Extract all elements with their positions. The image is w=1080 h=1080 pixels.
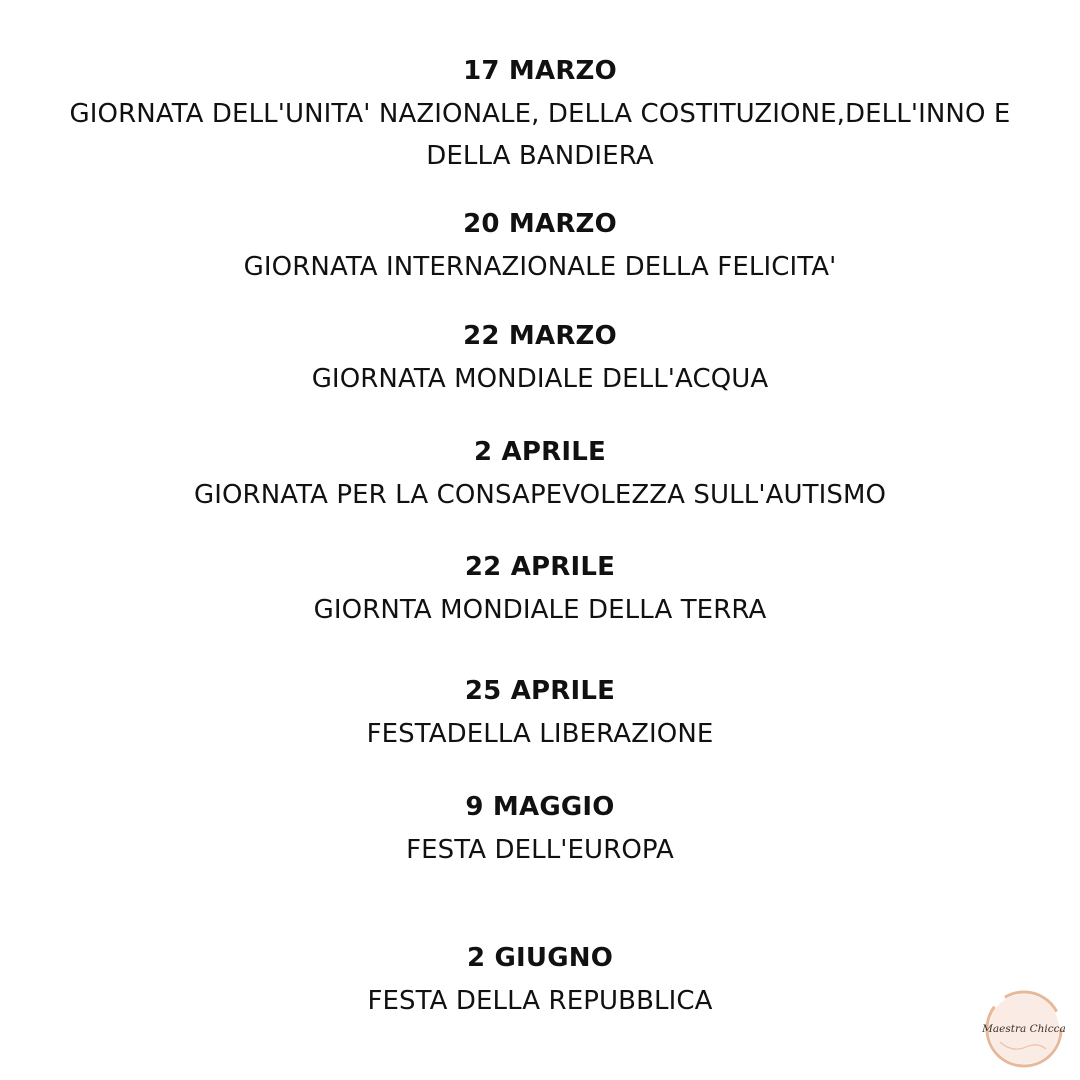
entry-22-aprile bbox=[0, 552, 1080, 631]
entry-date: 9 MAGGIO bbox=[465, 792, 615, 822]
maestra-chicca-logo bbox=[982, 987, 1066, 1071]
logo-text: Maestra Chicca bbox=[982, 1023, 1066, 1035]
entry-2-aprile bbox=[0, 437, 1080, 516]
entry-17-marzo bbox=[0, 56, 1080, 177]
entry-date: 20 MARZO bbox=[463, 209, 617, 239]
entry-title: FESTA DELLA REPUBBLICA bbox=[367, 986, 713, 1016]
entry-title: GIORNTA MONDIALE DELLA TERRA bbox=[313, 595, 767, 625]
entry-date: 22 MARZO bbox=[463, 321, 617, 351]
entry-title: GIORNATA MONDIALE DELL'ACQUA bbox=[311, 364, 769, 394]
logo-icon bbox=[982, 987, 1066, 1071]
entry-title: GIORNATA PER LA CONSAPEVOLEZZA SULL'AUTISMO bbox=[193, 480, 887, 510]
entry-22-marzo bbox=[0, 321, 1080, 400]
entry-title: GIORNATA DELL'UNITA' NAZIONALE, DELLA COSTITUZIONE,DELL'INNO E DELLA BANDIERA bbox=[69, 99, 1011, 171]
entry-date: 22 APRILE bbox=[464, 552, 616, 582]
entry-title: GIORNATA INTERNAZIONALE DELLA FELICITA' bbox=[243, 252, 837, 282]
entry-date: 2 GIUGNO bbox=[466, 943, 614, 973]
entry-20-marzo bbox=[0, 209, 1080, 288]
entry-2-giugno bbox=[0, 943, 1080, 1022]
entry-date: 2 APRILE bbox=[474, 437, 606, 467]
entry-date: 25 APRILE bbox=[464, 676, 616, 706]
entry-25-aprile bbox=[0, 676, 1080, 755]
entry-date: 17 MARZO bbox=[463, 56, 617, 86]
entry-title: FESTADELLA LIBERAZIONE bbox=[366, 719, 714, 749]
entry-9-maggio bbox=[0, 792, 1080, 871]
entry-title: FESTA DELL'EUROPA bbox=[406, 835, 674, 865]
